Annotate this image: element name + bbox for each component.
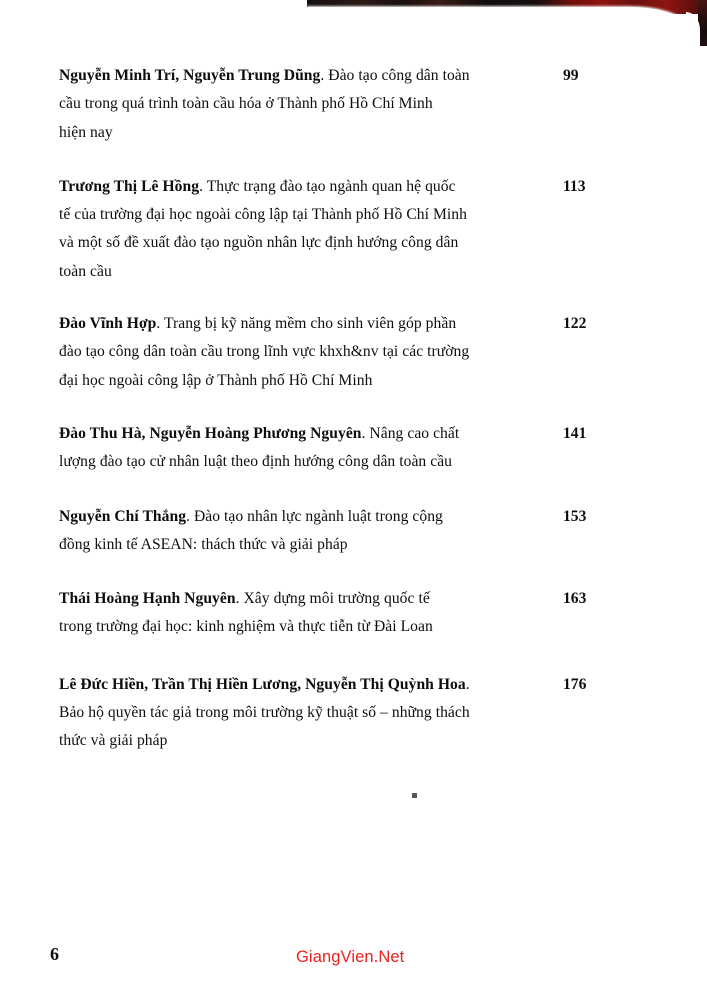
toc-entry-line: và một số đề xuất đào tạo nguồn nhân lực định hướng công dân xyxy=(59,234,459,252)
toc-entry-page-number: 153 xyxy=(563,507,587,525)
toc-entry-line: toàn cầu xyxy=(59,262,112,280)
page-number: 6 xyxy=(50,944,59,964)
toc-entry-authors: Nguyễn Chí Thắng xyxy=(59,507,187,525)
toc-entry-text xyxy=(59,585,534,642)
toc-entry[interactable] xyxy=(59,420,648,477)
toc-entry-page-number: 113 xyxy=(563,177,586,195)
toc-entry-line: thức và giải pháp xyxy=(59,732,168,750)
toc-entry-line xyxy=(59,173,534,201)
toc-entry[interactable] xyxy=(59,310,648,395)
toc-entry-page-number: 99 xyxy=(563,67,579,84)
toc-entry-text xyxy=(59,420,534,477)
toc-entry-line: lượng đào tạo cử nhân luật theo định hướng công dân toàn cầu xyxy=(59,453,453,471)
toc-entry-page-number: 176 xyxy=(563,675,587,693)
toc-entry[interactable] xyxy=(59,62,648,147)
toc-entry-line: hiện nay xyxy=(59,123,113,141)
toc-entry-line xyxy=(59,310,534,338)
toc-entry-line: đồng kinh tế ASEAN: thách thức và giải pháp xyxy=(59,535,348,553)
toc-entry-text xyxy=(59,173,534,286)
toc-entry-page-number: 122 xyxy=(563,315,587,333)
toc-entry-page-number: 141 xyxy=(563,424,587,442)
toc-entry-line xyxy=(59,671,534,699)
toc-entry[interactable] xyxy=(59,585,648,642)
toc-entry-line xyxy=(59,62,534,90)
scan-edge-artifact-top xyxy=(307,0,707,14)
table-of-contents-list xyxy=(59,62,648,775)
toc-entry-line: đại học ngoài công lập ở Thành phố Hồ Chí Minh xyxy=(59,371,373,389)
toc-entry-authors: Thái Hoàng Hạnh Nguyên xyxy=(59,590,236,608)
toc-entry-authors: Đào Thu Hà, Nguyễn Hoàng Phương Nguyên xyxy=(59,424,362,442)
toc-entry-line xyxy=(59,503,534,531)
toc-entry-authors: Trương Thị Lê Hồng xyxy=(59,177,200,195)
toc-entry-text xyxy=(59,310,534,395)
toc-entry-authors: Đào Vĩnh Hợp xyxy=(59,315,157,333)
toc-entry-line xyxy=(59,585,534,613)
toc-entry-line: cầu trong quá trình toàn cầu hóa ở Thành phố Hồ Chí Minh xyxy=(59,95,433,113)
toc-entry-line: tế của trường đại học ngoài công lập tại Thành phố Hồ Chí Minh xyxy=(59,206,467,224)
toc-entry-title-run: . Nâng cao chất xyxy=(361,424,460,442)
toc-entry-title-run: . Xây dựng môi trường quốc tế xyxy=(235,590,430,608)
toc-entry-title-run: . Trang bị kỹ năng mềm cho sinh viên góp phần xyxy=(156,315,457,333)
toc-entry[interactable] xyxy=(59,173,648,286)
toc-entry-line xyxy=(59,420,534,448)
toc-entry-text xyxy=(59,62,534,147)
toc-entry-title-run: . xyxy=(465,675,470,693)
scan-edge-artifact-right xyxy=(698,0,707,46)
toc-entry-title-run: . Thực trạng đào tạo ngành quan hệ quốc xyxy=(199,177,456,195)
scan-speck-artifact xyxy=(412,793,417,798)
toc-entry-title-run: . Đào tạo công dân toàn xyxy=(320,67,470,84)
toc-entry-authors: Nguyễn Minh Trí, Nguyễn Trung Dũng xyxy=(59,67,321,84)
toc-entry[interactable] xyxy=(59,671,648,756)
toc-entry-line: trong trường đại học: kinh nghiệm và thực tiễn từ Đài Loan xyxy=(59,618,433,636)
toc-entry-line: Bảo hộ quyền tác giả trong môi trường kỹ thuật số – những thách xyxy=(59,704,470,722)
toc-entry-title-run: . Đào tạo nhân lực ngành luật trong cộng xyxy=(186,507,443,525)
toc-entry[interactable] xyxy=(59,503,648,560)
toc-entry-text xyxy=(59,671,534,756)
toc-entry-line: đào tạo công dân toàn cầu trong lĩnh vực khxh&nv tại các trường xyxy=(59,343,470,361)
toc-entry-text xyxy=(59,503,534,560)
toc-entry-page-number: 163 xyxy=(563,590,587,608)
toc-entry-authors: Lê Đức Hiền, Trần Thị Hiền Lương, Nguyễn Thị Quỳnh Hoa xyxy=(59,675,466,693)
watermark-giangvien-net: GiangVien.Net xyxy=(296,948,405,966)
